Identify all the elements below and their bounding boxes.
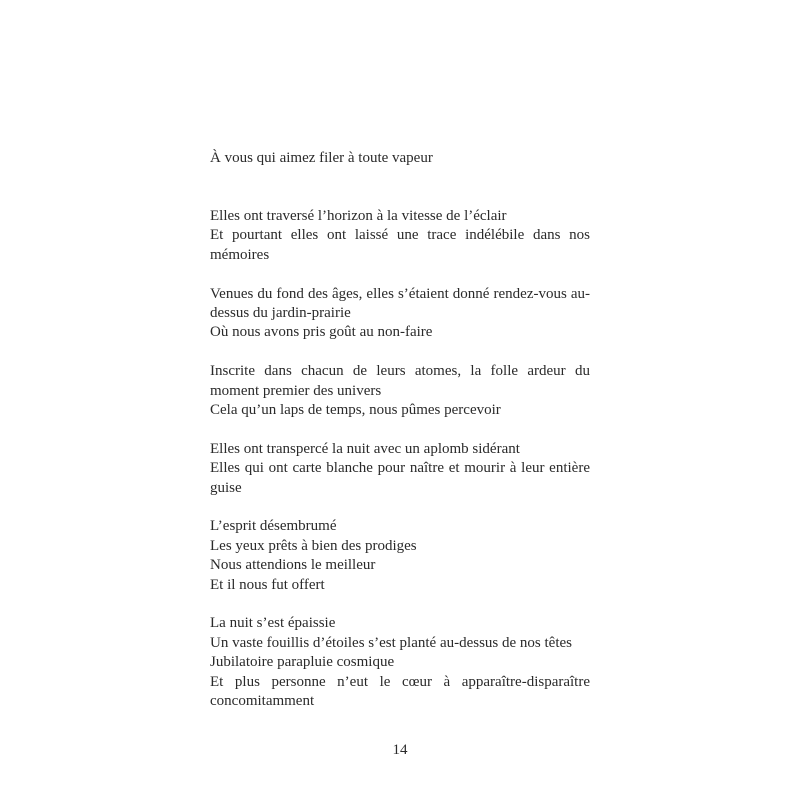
verse: Les yeux prêts à bien des prodiges (210, 537, 417, 554)
stanza (210, 207, 590, 265)
verse: Jubilatoire parapluie cosmique (210, 654, 395, 671)
verse: Elles ont traversé l’horizon à la vitesse de l’éclair (210, 208, 507, 224)
verse: Et il nous fut offert (210, 576, 325, 593)
verse: Un vaste fouillis d’étoiles s’est planté au-dessus de nos têtes (210, 634, 573, 651)
stanza (210, 362, 590, 420)
verse: Inscrite dans chacun de leurs atomes, la folle ardeur du moment premier des univers (210, 363, 590, 399)
verse: Et pourtant elles ont laissé une trace indélébile dans nos mémoires (210, 227, 590, 263)
verse: La nuit s’est épaissie (210, 615, 336, 632)
page-number: 14 (392, 742, 408, 758)
stanza (210, 517, 590, 595)
verse: Où nous avons pris goût au non-faire (210, 324, 433, 341)
verse: Elles qui ont carte blanche pour naître et mourir à leur entière guise (210, 460, 590, 496)
verse: Nous attendions le meilleur (210, 557, 376, 574)
verse: Et plus personne n’eut le cœur à apparaître-disparaître concomitamment (210, 673, 590, 710)
verse: Venues du fond des âges, elles s’étaient donné rendez-vous au-dessus du jardin-prairie (210, 285, 590, 322)
dedication: À vous qui aimez filer à toute vapeur (210, 150, 433, 166)
stanza (210, 285, 590, 343)
stanza (210, 614, 590, 711)
stanza (210, 440, 590, 498)
verse: Elles ont transpercé la nuit avec un aplomb sidérant (210, 440, 520, 457)
poem (210, 207, 590, 731)
verse: Cela qu’un laps de temps, nous pûmes percevoir (210, 402, 501, 419)
verse: L’esprit désembrumé (210, 518, 337, 535)
